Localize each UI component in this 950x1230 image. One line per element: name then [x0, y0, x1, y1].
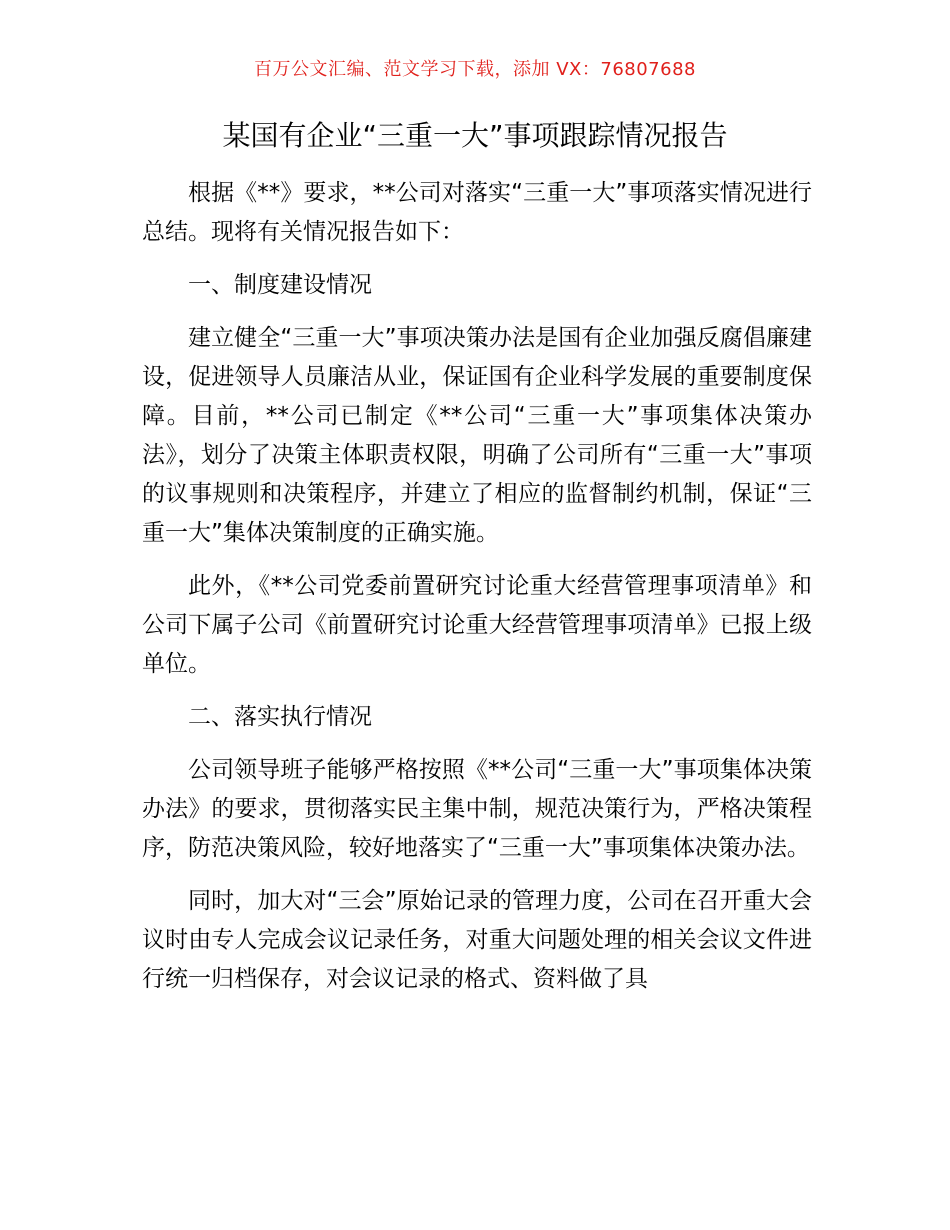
section1-paragraph-2: 此外，《**公司党委前置研究讨论重大经营管理事项清单》和公司下属子公司《前置研究讨论重大经营管理事项清单》已报上级单位。 [142, 573, 812, 677]
section1-paragraph-1: 建立健全“三重一大”事项决策办法是国有企业加强反腐倡廉建设，促进领导人员廉洁从业，保证国有企业科学发展的重要制度保障。目前，**公司已制定《**公司“三重一大”事项集体决策办法》，划分了决策主体职责权限，明确了公司所有“三重一大”事项的议事规则和决策程序，并建立了相应的监督制约机制，保证“三重一大”集体决策制度的正确实施。 [142, 325, 812, 546]
section-heading-1: 一、制度建设情况 [188, 272, 372, 298]
section2-paragraph-2: 同时，加大对“三会”原始记录的管理力度，公司在召开重大会议时由专人完成会议记录任务，对重大问题处理的相关会议文件进行统一归档保存，对会议记录的格式、资料做了具 [142, 888, 812, 992]
intro-paragraph: 根据《**》要求，**公司对落实“三重一大”事项落实情况进行总结。现将有关情况报告如下： [142, 180, 812, 245]
document-title: 某国有企业“三重一大”事项跟踪情况报告 [222, 119, 728, 152]
header-banner: 百万公文汇编、范文学习下载，添加 VX：76807688 [254, 59, 696, 80]
section-heading-2: 二、落实执行情况 [188, 704, 372, 730]
document-body [142, 174, 812, 999]
section2-paragraph-1: 公司领导班子能够严格按照《**公司“三重一大”事项集体决策办法》的要求，贯彻落实民主集中制，规范决策行为，严格决策程序，防范决策风险，较好地落实了“三重一大”事项集体决策办法。 [142, 757, 812, 861]
